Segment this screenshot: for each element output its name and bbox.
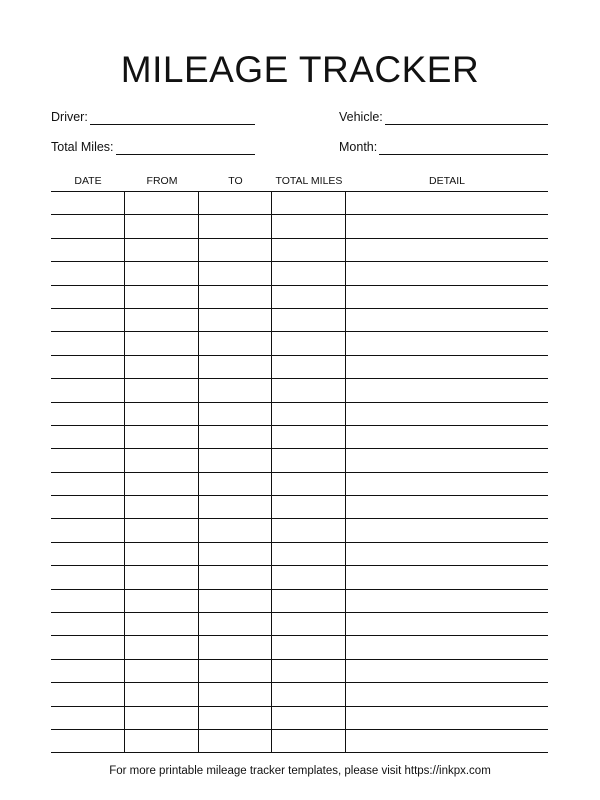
date-cell[interactable]: [51, 332, 125, 354]
from-cell[interactable]: [125, 660, 199, 682]
detail-cell[interactable]: [346, 707, 548, 729]
from-cell[interactable]: [125, 566, 199, 588]
from-cell[interactable]: [125, 215, 199, 237]
total-miles-cell[interactable]: [272, 309, 346, 331]
table-row: [51, 660, 548, 683]
table-row: [51, 239, 548, 262]
to-cell[interactable]: [199, 192, 272, 214]
date-cell[interactable]: [51, 403, 125, 425]
table-row: [51, 356, 548, 379]
from-cell[interactable]: [125, 613, 199, 635]
detail-cell[interactable]: [346, 543, 548, 565]
detail-cell[interactable]: [346, 332, 548, 354]
date-cell[interactable]: [51, 590, 125, 612]
to-cell[interactable]: [199, 543, 272, 565]
to-cell[interactable]: [199, 356, 272, 378]
to-cell[interactable]: [199, 707, 272, 729]
total-miles-field: [51, 136, 255, 154]
total-miles-cell[interactable]: [272, 496, 346, 518]
month-label: Month:: [339, 140, 378, 154]
table-body: [51, 192, 548, 753]
to-cell[interactable]: [199, 309, 272, 331]
to-cell[interactable]: [199, 403, 272, 425]
column-header-detail: DETAIL: [429, 175, 465, 187]
from-cell[interactable]: [125, 332, 199, 354]
date-cell[interactable]: [51, 356, 125, 378]
total-miles-cell[interactable]: [272, 379, 346, 401]
date-cell[interactable]: [51, 473, 125, 495]
date-cell[interactable]: [51, 683, 125, 705]
table-row: [51, 566, 548, 589]
to-cell[interactable]: [199, 660, 272, 682]
date-cell[interactable]: [51, 660, 125, 682]
column-header-date: DATE: [74, 175, 102, 187]
table-row: [51, 449, 548, 472]
from-cell[interactable]: [125, 636, 199, 658]
from-cell[interactable]: [125, 730, 199, 752]
detail-cell[interactable]: [346, 613, 548, 635]
driver-field: [51, 106, 255, 124]
total-miles-cell[interactable]: [272, 215, 346, 237]
to-cell[interactable]: [199, 636, 272, 658]
from-cell[interactable]: [125, 683, 199, 705]
table-row: [51, 636, 548, 659]
vehicle-field: [339, 106, 548, 124]
mileage-log-table: [51, 171, 548, 753]
page-title: MILEAGE TRACKER: [120, 49, 480, 90]
date-cell[interactable]: [51, 613, 125, 635]
table-row: [51, 262, 548, 285]
total-miles-label: Total Miles:: [51, 140, 114, 154]
from-cell[interactable]: [125, 496, 199, 518]
table-row: [51, 215, 548, 238]
from-cell[interactable]: [125, 426, 199, 448]
to-cell[interactable]: [199, 496, 272, 518]
total-miles-cell[interactable]: [272, 403, 346, 425]
vehicle-label: Vehicle:: [339, 110, 383, 124]
to-cell[interactable]: [199, 239, 272, 261]
detail-cell[interactable]: [346, 426, 548, 448]
date-cell[interactable]: [51, 192, 125, 214]
table-row: [51, 426, 548, 449]
detail-cell[interactable]: [346, 215, 548, 237]
date-cell[interactable]: [51, 449, 125, 471]
driver-label: Driver:: [51, 110, 88, 124]
to-cell[interactable]: [199, 449, 272, 471]
date-cell[interactable]: [51, 239, 125, 261]
to-cell[interactable]: [199, 215, 272, 237]
detail-cell[interactable]: [346, 403, 548, 425]
detail-cell[interactable]: [346, 496, 548, 518]
month-input-line[interactable]: [379, 140, 548, 155]
from-cell[interactable]: [125, 192, 199, 214]
total-miles-input-line[interactable]: [116, 140, 255, 155]
detail-cell[interactable]: [346, 473, 548, 495]
from-cell[interactable]: [125, 543, 199, 565]
to-cell[interactable]: [199, 426, 272, 448]
detail-cell[interactable]: [346, 356, 548, 378]
table-row: [51, 613, 548, 636]
to-cell[interactable]: [199, 379, 272, 401]
detail-cell[interactable]: [346, 519, 548, 541]
from-cell[interactable]: [125, 286, 199, 308]
total-miles-cell[interactable]: [272, 730, 346, 752]
footer-note: For more printable mileage tracker templates, please visit https://inkpx.com: [109, 765, 491, 777]
detail-cell[interactable]: [346, 379, 548, 401]
from-cell[interactable]: [125, 356, 199, 378]
from-cell[interactable]: [125, 379, 199, 401]
table-row: [51, 309, 548, 332]
date-cell[interactable]: [51, 309, 125, 331]
from-cell[interactable]: [125, 473, 199, 495]
table-row: [51, 379, 548, 402]
to-cell[interactable]: [199, 473, 272, 495]
from-cell[interactable]: [125, 590, 199, 612]
date-cell[interactable]: [51, 707, 125, 729]
table-row: [51, 473, 548, 496]
driver-input-line[interactable]: [90, 110, 255, 125]
date-cell[interactable]: [51, 262, 125, 284]
date-cell[interactable]: [51, 496, 125, 518]
total-miles-cell[interactable]: [272, 262, 346, 284]
column-header-total-miles: TOTAL MILES: [275, 175, 343, 187]
table-row: [51, 543, 548, 566]
from-cell[interactable]: [125, 262, 199, 284]
table-row: [51, 683, 548, 706]
table-row: [51, 496, 548, 519]
table-row: [51, 590, 548, 613]
total-miles-cell[interactable]: [272, 426, 346, 448]
column-header-to: TO: [228, 175, 243, 187]
date-cell[interactable]: [51, 636, 125, 658]
date-cell[interactable]: [51, 566, 125, 588]
detail-cell[interactable]: [346, 286, 548, 308]
detail-cell[interactable]: [346, 590, 548, 612]
total-miles-cell[interactable]: [272, 660, 346, 682]
table-header: [51, 171, 548, 192]
total-miles-cell[interactable]: [272, 239, 346, 261]
from-cell[interactable]: [125, 403, 199, 425]
date-cell[interactable]: [51, 519, 125, 541]
detail-cell[interactable]: [346, 262, 548, 284]
table-row: [51, 286, 548, 309]
from-cell[interactable]: [125, 519, 199, 541]
from-cell[interactable]: [125, 449, 199, 471]
detail-cell[interactable]: [346, 449, 548, 471]
vehicle-input-line[interactable]: [385, 110, 548, 125]
total-miles-cell[interactable]: [272, 707, 346, 729]
date-cell[interactable]: [51, 379, 125, 401]
from-cell[interactable]: [125, 309, 199, 331]
total-miles-cell[interactable]: [272, 449, 346, 471]
total-miles-cell[interactable]: [272, 519, 346, 541]
total-miles-cell[interactable]: [272, 286, 346, 308]
total-miles-cell[interactable]: [272, 636, 346, 658]
detail-cell[interactable]: [346, 309, 548, 331]
to-cell[interactable]: [199, 613, 272, 635]
date-cell[interactable]: [51, 730, 125, 752]
from-cell[interactable]: [125, 707, 199, 729]
month-field: [339, 136, 548, 154]
detail-cell[interactable]: [346, 636, 548, 658]
to-cell[interactable]: [199, 683, 272, 705]
table-row: [51, 730, 548, 753]
detail-cell[interactable]: [346, 683, 548, 705]
to-cell[interactable]: [199, 262, 272, 284]
detail-cell[interactable]: [346, 730, 548, 752]
table-row: [51, 403, 548, 426]
table-row: [51, 332, 548, 355]
total-miles-cell[interactable]: [272, 332, 346, 354]
to-cell[interactable]: [199, 566, 272, 588]
detail-cell[interactable]: [346, 566, 548, 588]
total-miles-cell[interactable]: [272, 683, 346, 705]
date-cell[interactable]: [51, 215, 125, 237]
detail-cell[interactable]: [346, 239, 548, 261]
detail-cell[interactable]: [346, 660, 548, 682]
total-miles-cell[interactable]: [272, 356, 346, 378]
column-header-from: FROM: [146, 175, 178, 187]
table-row: [51, 192, 548, 215]
total-miles-cell[interactable]: [272, 543, 346, 565]
from-cell[interactable]: [125, 239, 199, 261]
to-cell[interactable]: [199, 332, 272, 354]
date-cell[interactable]: [51, 286, 125, 308]
date-cell[interactable]: [51, 543, 125, 565]
table-row: [51, 707, 548, 730]
total-miles-cell[interactable]: [272, 192, 346, 214]
table-row: [51, 519, 548, 542]
total-miles-cell[interactable]: [272, 473, 346, 495]
to-cell[interactable]: [199, 286, 272, 308]
to-cell[interactable]: [199, 519, 272, 541]
to-cell[interactable]: [199, 590, 272, 612]
total-miles-cell[interactable]: [272, 613, 346, 635]
date-cell[interactable]: [51, 426, 125, 448]
total-miles-cell[interactable]: [272, 590, 346, 612]
detail-cell[interactable]: [346, 192, 548, 214]
to-cell[interactable]: [199, 730, 272, 752]
total-miles-cell[interactable]: [272, 566, 346, 588]
